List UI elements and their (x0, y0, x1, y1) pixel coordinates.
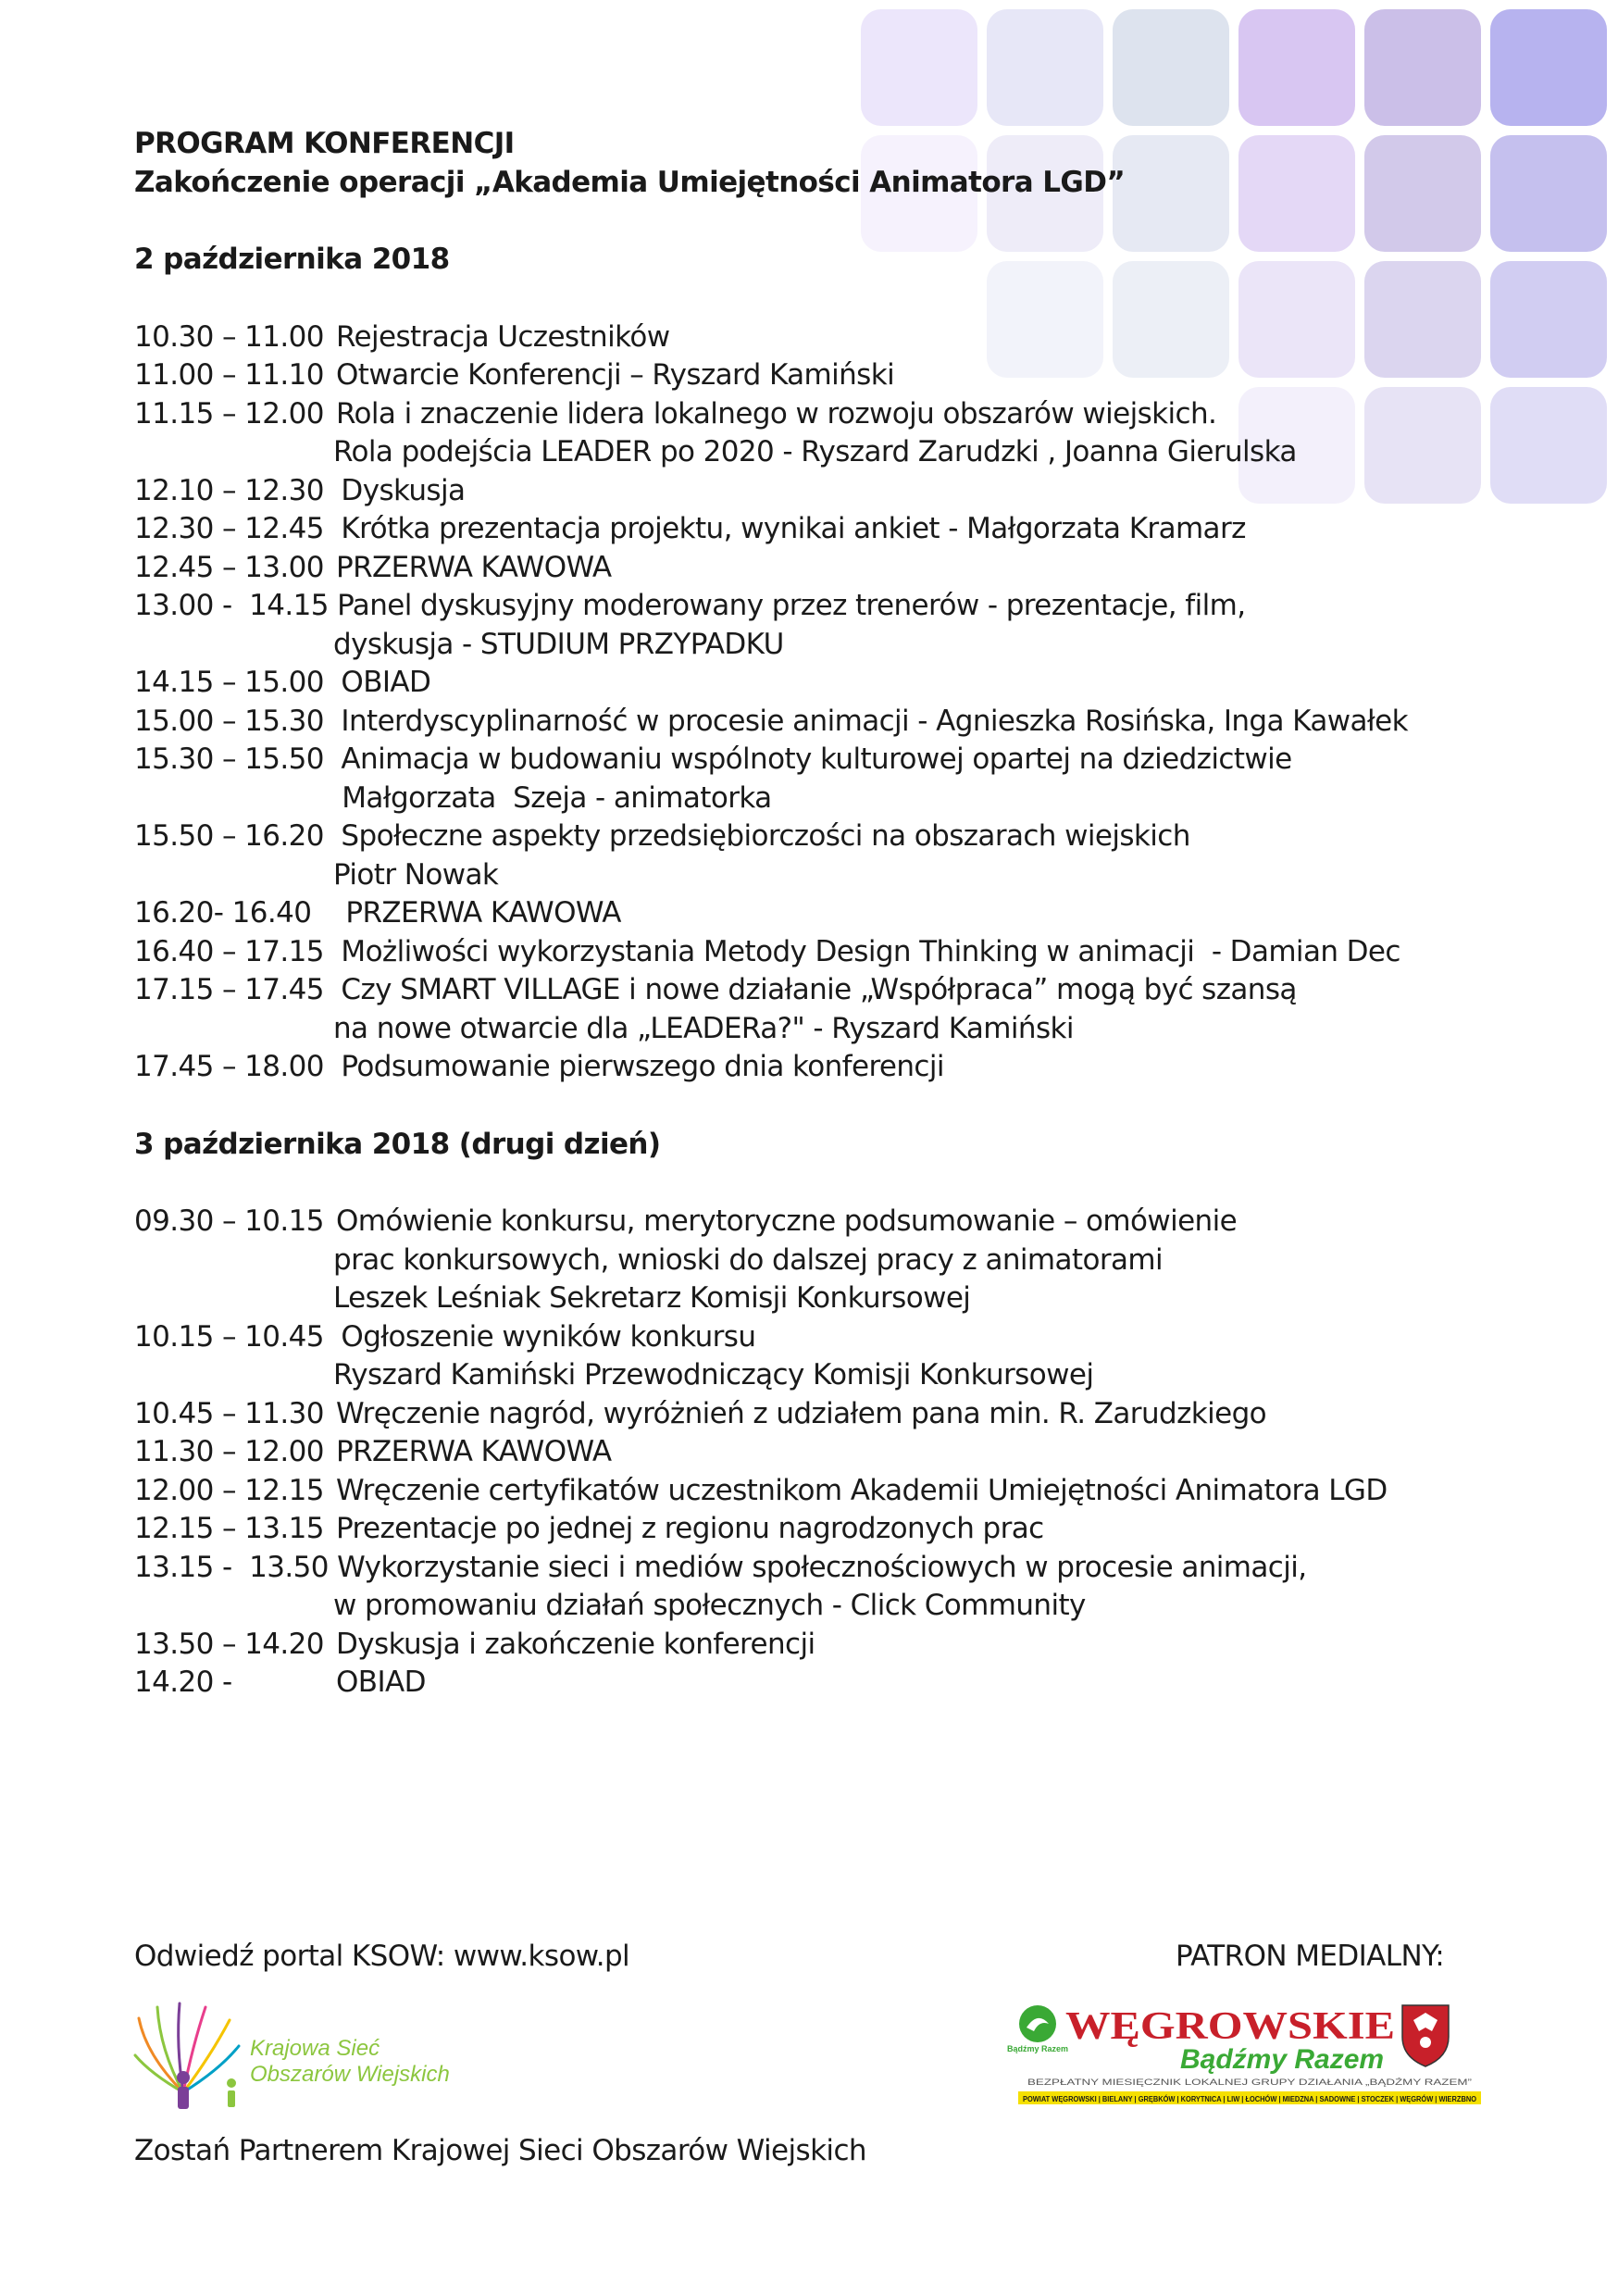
schedule-time: 13.00 - 14.15 (134, 589, 338, 622)
schedule-continuation: Rola podejścia LEADER po 2020 - Ryszard Zarudzki , Joanna Gierulska (333, 435, 1297, 468)
schedule-text: PRZERWA KAWOWA (336, 1435, 612, 1468)
schedule-continuation: Leszek Leśniak Sekretarz Komisji Konkursowej (333, 1281, 971, 1315)
schedule-time: 12.00 – 12.15 (134, 1473, 333, 1507)
schedule-row (134, 1472, 1523, 1511)
schedule-time: 11.30 – 12.00 (134, 1435, 333, 1468)
schedule-text: Podsumowanie pierwszego dnia konferencji (341, 1050, 944, 1083)
schedule-row (134, 971, 1523, 1010)
schedule-text: Krótka prezentacja projektu, wynikai ankiet - Małgorzata Kramarz (341, 512, 1246, 545)
schedule-text: Interdyscyplinarność w procesie animacji - Agnieszka Rosińska, Inga Kawałek (341, 704, 1408, 738)
wegrowskie-strip-text: POWIAT WĘGROWSKI | BIELANY | GRĘBKÓW | KORYTNICA | LIW | ŁOCHÓW | MIEDZNA | SADOWNE | STOCZEK | WĘGRÓW | WIERZBNO (1023, 2095, 1476, 2103)
schedule-time: 17.15 – 17.45 (134, 973, 342, 1006)
schedule-row (134, 703, 1523, 742)
partner-text: Zostań Partnerem Krajowej Sieci Obszarów Wiejskich (134, 2134, 866, 2167)
schedule-time: 13.50 – 14.20 (134, 1627, 333, 1661)
schedule-time: 14.15 – 15.00 (134, 666, 342, 699)
schedule-row (134, 1395, 1523, 1434)
program-title: PROGRAM KONFERENCJI (134, 127, 515, 160)
schedule-continuation: prac konkursowych, wnioski do dalszej pracy z animatorami (333, 1242, 1163, 1277)
schedule-time: 17.45 – 18.00 (134, 1050, 342, 1083)
schedule-time: 10.15 – 10.45 (134, 1319, 342, 1354)
schedule-row (134, 1626, 1523, 1665)
schedule-text: Prezentacje po jednej z regionu nagrodzonych prac (336, 1512, 1044, 1545)
decorative-tile (987, 9, 1103, 126)
decorative-tile (1490, 9, 1607, 126)
wegrowskie-slogan: Bądźmy Razem (1180, 2044, 1385, 2075)
coat-of-arms-icon (1402, 2005, 1449, 2066)
schedule-row (134, 894, 1523, 933)
ksow-logo (128, 2000, 479, 2111)
schedule-row (134, 741, 1523, 780)
schedule-text: OBIAD (341, 666, 431, 699)
schedule-row (134, 664, 1523, 703)
schedule-continuation: na nowe otwarcie dla „LEADERa?" - Ryszard Kamiński (333, 1011, 1074, 1045)
ksow-logo-line2: Obszarów Wiejskich (250, 2062, 450, 2087)
schedule-row (134, 1203, 1523, 1242)
schedule-row (134, 472, 1523, 511)
decorative-tile (1364, 9, 1481, 126)
schedule-text: Wręczenie certyfikatów uczestnikom Akademii Umiejętności Animatora LGD (336, 1473, 1388, 1507)
wegrowskie-name: WĘGROWSKIE (1065, 2005, 1395, 2048)
schedule-text: Omówienie konkursu, merytoryczne podsumowanie – omówienie (336, 1204, 1238, 1238)
ksow-portal-text: Odwiedź portal KSOW: www.ksow.pl (134, 1940, 630, 1973)
schedule-row (134, 549, 1523, 588)
program-subtitle: Zakończenie operacji „Akademia Umiejętności Animatora LGD” (134, 165, 1126, 199)
schedule-text: Wykorzystanie sieci i mediów społecznościowych w procesie animacji, (337, 1550, 1307, 1584)
schedule-time: 11.00 – 11.10 (134, 358, 333, 392)
schedule-row (134, 1318, 1523, 1357)
schedule-time: 10.30 – 11.00 (134, 319, 333, 354)
schedule-time: 16.20- 16.40 (134, 896, 346, 930)
schedule-time: 11.15 – 12.00 (134, 396, 333, 430)
day1-schedule (134, 318, 1523, 1087)
schedule-text: Animacja w budowaniu wspólnoty kulturowej opartej na dziedzictwie (341, 742, 1292, 776)
schedule-text: Dyskusja (341, 473, 466, 507)
schedule-text: Rejestracja Uczestników (336, 319, 670, 354)
schedule-text: PRZERWA KAWOWA (345, 896, 621, 930)
schedule-time: 14.20 - (134, 1666, 241, 1699)
schedule-continuation: Ryszard Kamiński Przewodniczący Komisji Konkursowej (333, 1358, 1094, 1391)
schedule-continuation: Małgorzata Szeja - animatorka (333, 780, 772, 815)
schedule-time: 09.30 – 10.15 (134, 1204, 333, 1238)
schedule-time: 12.30 – 12.45 (134, 512, 342, 545)
wegrowskie-badge-text: Bądźmy Razem (1006, 2044, 1069, 2053)
schedule-text: Dyskusja i zakończenie konferencji (336, 1627, 815, 1661)
schedule-time: 10.45 – 11.30 (134, 1396, 333, 1430)
schedule-time: 15.30 – 15.50 (134, 742, 342, 776)
ksow-logo-line1: Krajowa Sieć (250, 2036, 380, 2061)
schedule-text: Wręczenie nagród, wyróżnień z udziałem pana min. R. Zarudzkiego (336, 1396, 1267, 1430)
wegrowskie-tagline: BEZPŁATNY MIESIĘCZNIK LOKALNEJ GRUPY DZIAŁANIA „BĄDŹMY RAZEM” (1027, 2078, 1473, 2087)
schedule-text: Ogłoszenie wyników konkursu (341, 1319, 756, 1354)
schedule-row (134, 1433, 1523, 1472)
schedule-row (134, 395, 1523, 434)
schedule-text: Otwarcie Konferencji – Ryszard Kamiński (336, 358, 895, 392)
schedule-text: Możliwości wykorzystania Metody Design Thinking w animacji - Damian Dec (341, 934, 1400, 968)
wegrowskie-logo (1006, 2000, 1486, 2111)
schedule-text: PRZERWA KAWOWA (336, 550, 612, 584)
schedule-continuation: w promowaniu działań społecznych - Click Community (333, 1589, 1086, 1622)
day2-date: 3 października 2018 (drugi dzień) (134, 1127, 661, 1161)
schedule-time: 12.45 – 13.00 (134, 550, 333, 584)
day1-date: 2 października 2018 (134, 243, 450, 276)
decorative-tile (1238, 9, 1355, 126)
schedule-time: 15.50 – 16.20 (134, 819, 342, 853)
schedule-row (134, 933, 1523, 972)
schedule-time: 12.15 – 13.15 (134, 1512, 333, 1545)
patron-label: PATRON MEDIALNY: (1176, 1940, 1445, 1973)
schedule-row (134, 510, 1523, 549)
schedule-time: 13.15 - 13.50 (134, 1550, 338, 1584)
schedule-row (134, 1549, 1523, 1588)
schedule-row (134, 356, 1523, 395)
schedule-text: OBIAD (336, 1666, 426, 1699)
schedule-row (134, 318, 1523, 357)
program-content (134, 125, 1523, 1703)
schedule-text: Czy SMART VILLAGE i nowe działanie „Współpraca” mogą być szansą (341, 973, 1297, 1006)
schedule-text: Społeczne aspekty przedsiębiorczości na obszarach wiejskich (341, 819, 1190, 853)
decorative-tile (861, 9, 977, 126)
schedule-text: Rola i znaczenie lidera lokalnego w rozwoju obszarów wiejskich. (336, 396, 1217, 430)
day2-schedule (134, 1203, 1523, 1703)
schedule-row (134, 1664, 1523, 1703)
schedule-row (134, 587, 1523, 626)
schedule-time: 12.10 – 12.30 (134, 473, 342, 507)
schedule-text: Panel dyskusyjny moderowany przez trenerów - prezentacje, film, (337, 589, 1246, 622)
schedule-row (134, 1048, 1523, 1087)
schedule-row (134, 1510, 1523, 1549)
decorative-tile (1113, 9, 1229, 126)
schedule-continuation: Piotr Nowak (333, 857, 499, 892)
schedule-time: 15.00 – 15.30 (134, 704, 342, 738)
schedule-row (134, 817, 1523, 856)
schedule-time: 16.40 – 17.15 (134, 934, 342, 968)
schedule-continuation: dyskusja - STUDIUM PRZYPADKU (333, 627, 784, 661)
